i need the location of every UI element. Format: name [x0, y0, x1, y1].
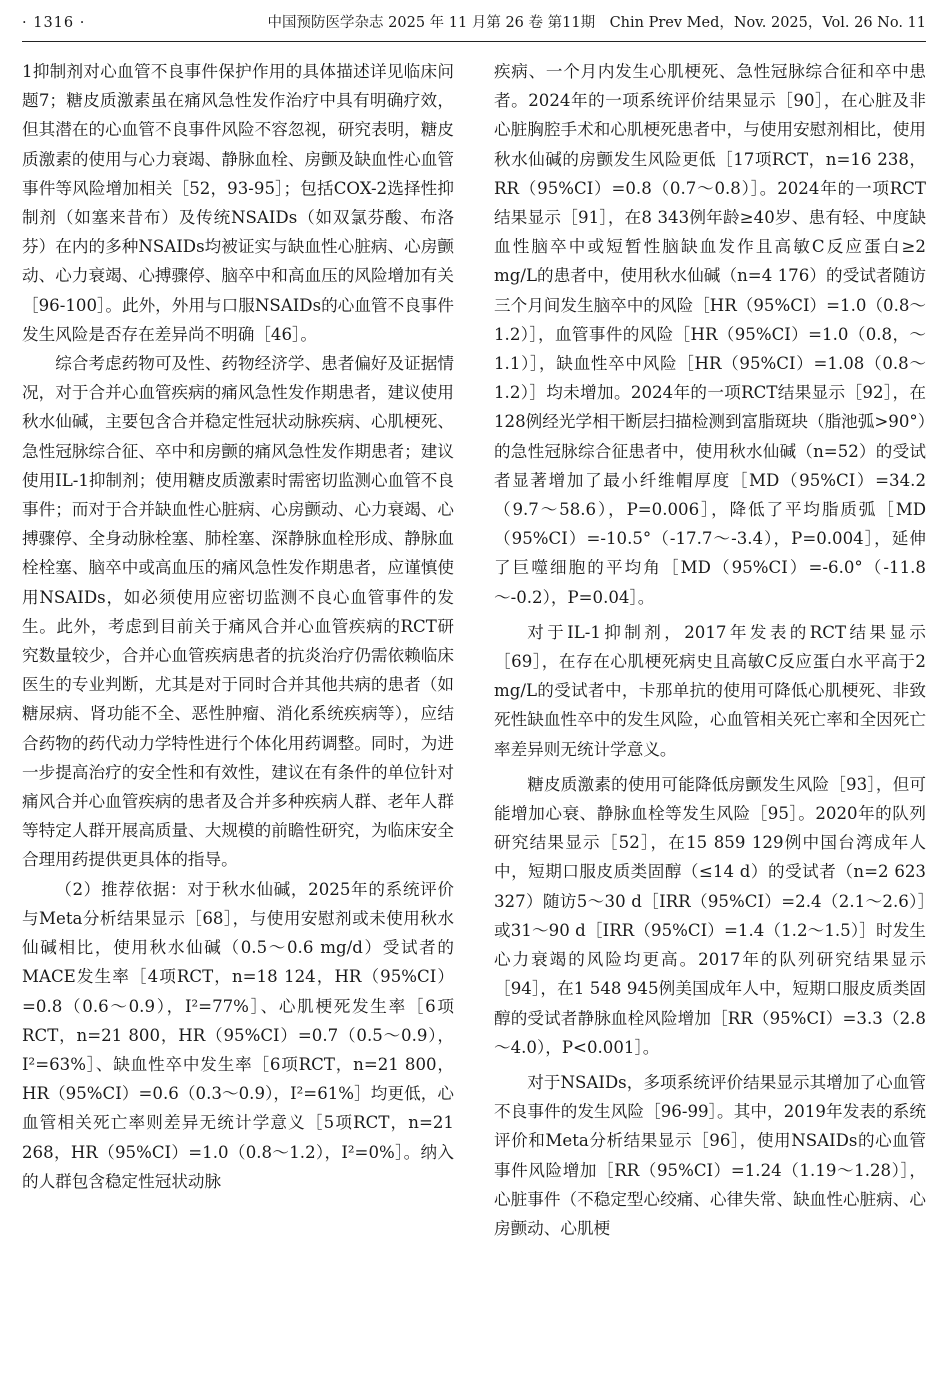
- paragraph: 糖皮质激素的使用可能降低房颤发生风险［93］，但可能增加心衰、静脉血栓等发生风险［95］。2020年的队列研究结果显示［52］，在15 859 129例中国台湾成年人中，短期口服皮质类固醇（≤14 d）的受试者（n=2 623 327）随访5～30 d［IRR（95%CI）=2.4（2.1～2.6）］或31～90 d［IRR（95%CI）=1.4（1.2～1.5）］时发生心力衰竭的风险均更高。2017年的队列研究结果显示［94］，在1 548 945例美国成年人中，短期口服皮质类固醇的受试者静脉血栓风险增加［RR（95%CI）=3.3（2.8～4.0），P<0.001］。: [494, 774, 926, 1057]
- paragraph: 对于IL-1抑制剂，2017年发表的RCT结果显示［69］，在存在心肌梗死病史且高敏C反应蛋白水平高于2 mg/L的受试者中，卡那单抗的使用可降低心肌梗死、非致死性缺血性卒中的发生风险，心血管相关死亡率和全因死亡率差异则无统计学意义。: [494, 622, 926, 759]
- paragraph: 1抑制剂对心血管不良事件保护作用的具体描述详见临床问题7；糖皮质激素虽在痛风急性发作治疗中具有明确疗效，但其潜在的心血管不良事件风险不容忽视，研究表明，糖皮质激素的使用与心力衰竭、静脉血栓、房颤及缺血性心血管事件等风险增加相关［52，93-95］；包括COX-2选择性抑制剂（如塞来昔布）及传统NSAIDs（如双氯芬酸、布洛芬）在内的多种NSAIDs均被证实与缺血性心脏病、心房颤动、心力衰竭、心搏骤停、脑卒中和高血压的风险增加有关［96-100］。此外，外用与口服NSAIDs的心血管不良事件发生风险是否存在差异尚不明确［46］。: [22, 62, 454, 344]
- header-rule: [22, 41, 926, 42]
- paragraph: 综合考虑药物可及性、药物经济学、患者偏好及证据情况，对于合并心血管疾病的痛风急性发作期患者，建议使用秋水仙碱，主要包含合并稳定性冠状动脉疾病、心肌梗死、急性冠脉综合征、卒中和房颤的痛风急性发作期患者；建议使用IL-1抑制剂；使用糖皮质激素时需密切监测心血管不良事件；而对于合并缺血性心脏病、心房颤动、心力衰竭、心搏骤停、全身动脉栓塞、肺栓塞、深静脉血栓形成、静脉血栓栓塞、脑卒中或高血压的痛风急性发作期患者，应谨慎使用NSAIDs，如必须使用应密切监测不良心血管事件的发生。此外，考虑到目前关于痛风合并心血管疾病的RCT研究数量较少，合并心血管疾病患者的抗炎治疗仍需依赖临床医生的专业判断，尤其是对于同时合并其他共病的患者（如糖尿病、肾功能不全、恶性肿瘤、消化系统疾病等），应结合药物的药代动力学特性进行个体化用药调整。同时，为进一步提高治疗的安全性和有效性，建议在有条件的单位针对痛风合并心血管疾病的患者及合并多种疾病人群、老年人群等特定人群开展高质量、大规模的前瞻性研究，为临床安全合理用药提供更具体的指导。: [22, 354, 454, 870]
- paragraph: 疾病、一个月内发生心肌梗死、急性冠脉综合征和卒中患者。2024年的一项系统评价结果显示［90］，在心脏及非心脏胸腔手术和心肌梗死患者中，与使用安慰剂相比，使用秋水仙碱的房颤发生风险更低［17项RCT，n=16 238，RR（95%CI）=0.8（0.7～0.8）］。2024年的一项RCT结果显示［91］，在8 343例年龄≥40岁、患有轻、中度缺血性脑卒中或短暂性脑缺血发作且高敏C反应蛋白≥2 mg/L的患者中，使用秋水仙碱（n=4 176）的受试者随访三个月间发生脑卒中的风险［HR（95%CI）=1.0（0.8～1.2）］，血管事件的风险［HR（95%CI）=1.0（0.8，～1.1）］，缺血性卒中风险［HR（95%CI）=1.08（0.8～1.2）］均未增加。2024年的一项RCT结果显示［92］，在128例经光学相干断层扫描检测到富脂斑块（脂池弧>90°）的急性冠脉综合征患者中，使用秋水仙碱（n=52）的受试者显著增加了最小纤维帽厚度［MD（95%CI）=34.2（9.7～58.6），P=0.006］，降低了平均脂质弧［MD（95%CI）=-10.5°（-17.7～-3.4），P=0.004］，延伸了巨噬细胞的平均角［MD（95%CI）=-6.0°（-11.8～-0.2），P=0.04］。: [494, 62, 926, 607]
- paragraph: （2）推荐依据：对于秋水仙碱，2025年的系统评价与Meta分析结果显示［68］，与使用安慰剂或未使用秋水仙碱相比，使用秋水仙碱（0.5～0.6 mg/d）受试者的MACE发生率［4项RCT，n=18 124，HR（95%CI）=0.8（0.6～0.9），I²=77%］、心肌梗死发生率［6项RCT，n=21 800，HR（95%CI）=0.7（0.5～0.9），I²=63%］、缺血性卒中发生率［6项RCT，n=21 800，HR（95%CI）=0.6（0.3～0.9），I²=61%］均更低，心血管相关死亡率则差异无统计学意义［5项RCT，n=21 268，HR（95%CI）=1.0（0.8～1.2），I²=0%］。纳入的人群包含稳定性冠状动脉: [22, 879, 454, 1191]
- running-header: [22, 10, 926, 36]
- left-column: [22, 57, 454, 1196]
- paragraph: 对于NSAIDs，多项系统评价结果显示其增加了心血管不良事件的发生风险［96-99］。其中，2019年发表的系统评价和Meta分析结果显示［96］，使用NSAIDs的心血管事件风险增加［RR（95%CI）=1.24（1.19～1.28）］，心脏事件（不稳定型心绞痛、心律失常、缺血性心脏病、心房颤动、心肌梗: [494, 1072, 926, 1238]
- right-column: [494, 57, 926, 1243]
- page-number: · 1316 ·: [22, 15, 86, 31]
- journal-citation: 中国预防医学杂志 2025 年 11 月第 26 卷 第11期 Chin Prev Med，Nov. 2025，Vol. 26 No. 11: [267, 15, 926, 31]
